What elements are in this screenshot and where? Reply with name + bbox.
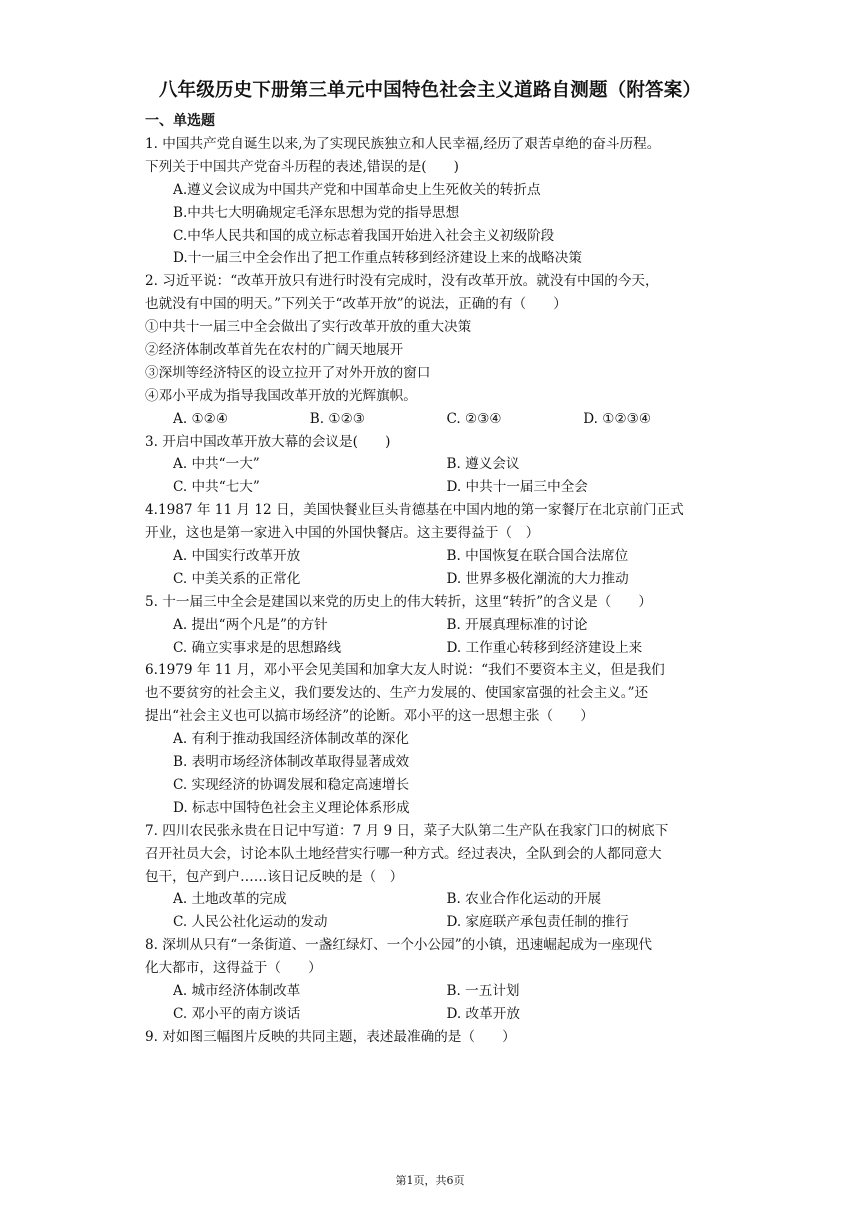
option-a: A. 有利于推动我国经济体制改革的深化	[173, 731, 409, 748]
option-c: C. ②③④	[446, 410, 502, 427]
question-1	[145, 133, 720, 270]
question-stem: 4.1987 年 11 月 12 日，美国快餐业巨头肯德基在中国内地的第一家餐厅在北京前门正式	[145, 502, 684, 519]
option-b: B. 农业合作化运动的开展	[446, 891, 602, 908]
option-d: D. 世界多极化潮流的大力推动	[446, 570, 629, 587]
options-row	[145, 888, 720, 911]
option-a: A. ①②④	[173, 410, 229, 427]
option-a: A. 土地改革的完成	[173, 891, 287, 908]
question-4	[145, 499, 720, 591]
question-stem: 开业，这也是第一家进入中国的外国快餐店。这主要得益于（ ）	[145, 525, 540, 542]
option-a: A.遵义会议成为中国共产党和中国革命史上生死攸关的转折点	[173, 181, 541, 198]
question-stem: 化大都市，这得益于（ ）	[145, 960, 322, 977]
question-6	[145, 659, 720, 819]
option-b: B. 开展真理标准的讨论	[446, 616, 588, 633]
statement-item: ③深圳等经济特区的设立拉开了对外开放的窗口	[145, 364, 431, 381]
option-d: D. 家庭联产承包责任制的推行	[446, 914, 629, 931]
options-row	[145, 568, 720, 591]
question-stem: 5. 十一届三中全会是建国以来党的历史上的伟大转折，这里“转折”的含义是（ ）	[145, 593, 652, 610]
options-row	[145, 545, 720, 568]
options-row	[145, 453, 720, 476]
question-8	[145, 934, 720, 1026]
options-row	[145, 408, 720, 431]
statement-item: ④邓小平成为指导我国改革开放的光辉旗帜。	[145, 387, 417, 404]
option-d: D. 工作重心转移到经济建设上来	[446, 639, 643, 656]
option-b: B. 一五计划	[446, 982, 520, 999]
question-stem: 7. 四川农民张永贵在日记中写道：7 月 9 日，菜子大队第二生产队在我家门口的树底下	[145, 822, 669, 839]
option-b: B. 遵义会议	[446, 456, 520, 473]
option-a: A. 中共“一大”	[173, 456, 260, 473]
option-b: B. 表明市场经济体制改革取得显著成效	[173, 754, 410, 771]
question-stem: 包干，包产到户……该日记反映的是（ ）	[145, 868, 404, 885]
statement-item: ①中共十一届三中全会做出了实行改革开放的重大决策	[145, 319, 472, 336]
options-row	[145, 614, 720, 637]
option-a: A. 中国实行改革开放	[173, 548, 301, 565]
question-list	[145, 133, 720, 1049]
document-title: 八年级历史下册第三单元中国特色社会主义道路自测题（附答案）	[158, 80, 702, 101]
question-stem: 召开社员大会，讨论本队土地经营实行哪一种方式。经过表决，全队到会的人都同意大	[145, 845, 662, 862]
question-stem: 也不要贫穷的社会主义，我们要发达的、生产力发展的、使国家富强的社会主义。”还	[145, 685, 649, 702]
option-c: C. 实现经济的协调发展和稳定高速增长	[173, 776, 410, 793]
option-c: C. 邓小平的南方谈话	[173, 1005, 301, 1022]
option-a: A. 提出“两个凡是”的方针	[173, 616, 328, 633]
question-stem: 也就没有中国的明天。”下列关于“改革开放”的说法，正确的有（ ）	[145, 296, 567, 313]
question-2	[145, 270, 720, 430]
question-stem: 8. 深圳从只有“一条街道、一盏红绿灯、一个小公园”的小镇，迅速崛起成为一座现代	[145, 937, 652, 954]
option-d: D. ①②③④	[583, 410, 652, 427]
question-stem: 9. 对如图三幅图片反映的共同主题，表述最准确的是（ ）	[145, 1028, 516, 1045]
question-stem: 提出“社会主义也可以搞市场经济”的论断。邓小平的这一思想主张（ ）	[145, 708, 594, 725]
option-b: B.中共七大明确规定毛泽东思想为党的指导思想	[173, 204, 460, 221]
option-c: C.中华人民共和国的成立标志着我国开始进入社会主义初级阶段	[173, 227, 555, 244]
option-a: A. 城市经济体制改革	[173, 982, 301, 999]
option-d: D. 中共十一届三中全会	[446, 479, 588, 496]
option-d: D. 改革开放	[446, 1005, 520, 1022]
option-b: B. ①②③	[309, 410, 365, 427]
question-stem: 6.1979 年 11 月，邓小平会见美国和加拿大友人时说：“我们不要资本主义，但是我们	[145, 662, 665, 679]
page-footer: 第1页，共6页	[395, 1174, 465, 1187]
question-stem: 3. 开启中国改革开放大幕的会议是( )	[145, 433, 391, 450]
question-3	[145, 431, 720, 500]
question-stem: 2. 习近平说：“改革开放只有进行时没有完成时，没有改革开放。就没有中国的今天，	[145, 273, 659, 290]
options-row	[145, 637, 720, 660]
options-row	[145, 1003, 720, 1026]
question-stem: 下列关于中国共产党奋斗历程的表述,错误的是( )	[145, 158, 459, 175]
question-7	[145, 820, 720, 934]
options-row	[145, 980, 720, 1003]
option-d: D. 标志中国特色社会主义理论体系形成	[173, 799, 410, 816]
option-c: C. 人民公社化运动的发动	[173, 914, 328, 931]
section-heading: 一、单选题	[145, 113, 215, 129]
options-row	[145, 911, 720, 934]
option-b: B. 中国恢复在联合国合法席位	[446, 548, 629, 565]
question-5	[145, 591, 720, 660]
statement-item: ②经济体制改革首先在农村的广阔天地展开	[145, 342, 404, 359]
option-c: C. 确立实事求是的思想路线	[173, 639, 342, 656]
option-d: D.十一届三中全会作出了把工作重点转移到经济建设上来的战略决策	[173, 250, 582, 267]
question-9	[145, 1026, 720, 1049]
options-row	[145, 476, 720, 499]
option-c: C. 中美关系的正常化	[173, 570, 301, 587]
option-c: C. 中共“七大”	[173, 479, 260, 496]
question-stem: 1. 中国共产党自诞生以来,为了实现民族独立和人民幸福,经历了艰苦卓绝的奋斗历程。	[145, 136, 661, 152]
